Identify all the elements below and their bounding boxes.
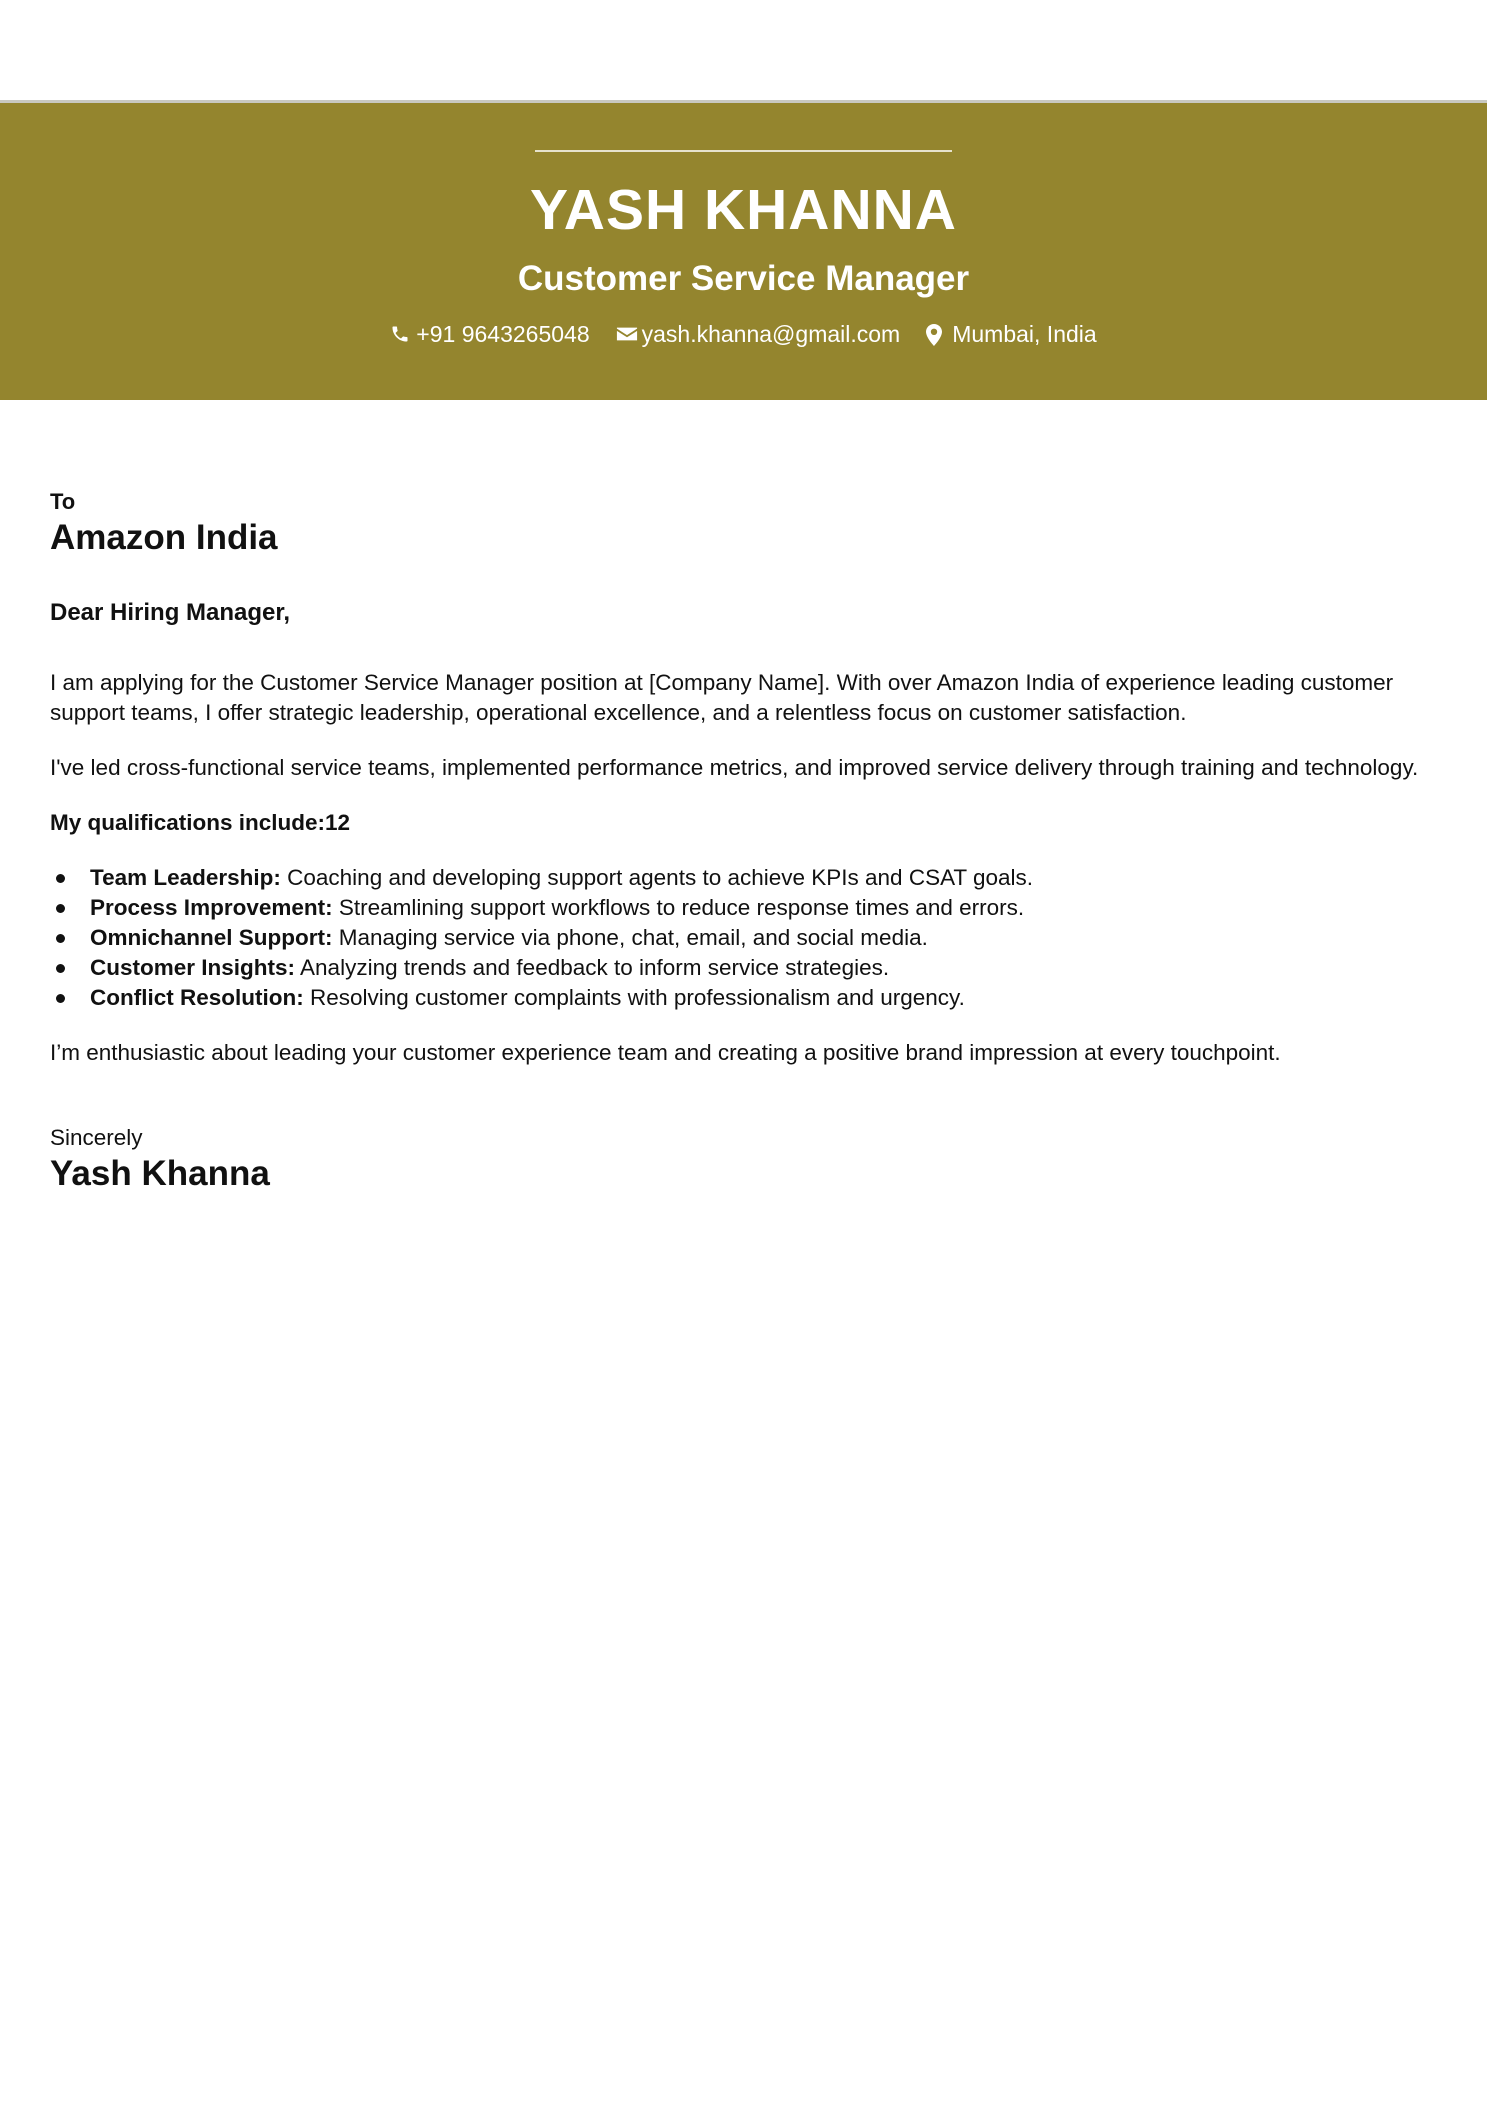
contact-email[interactable] bbox=[616, 319, 901, 349]
closing-paragraph: I’m enthusiastic about leading your customer experience team and creating a positive brand impression at every touchpoint. bbox=[50, 1040, 1281, 1065]
bullet-icon bbox=[56, 874, 65, 883]
phone-number: +91 9643265048 bbox=[416, 321, 590, 347]
header-divider bbox=[535, 150, 952, 152]
intro-paragraph: I am applying for the Customer Service Manager position at [Company Name]. With over Amazon India of experience leading customer support teams, I offer strategic leadership, operational excellence, and a relentless focus on customer satisfaction. bbox=[50, 670, 1394, 725]
bullet-icon bbox=[56, 934, 65, 943]
qualification-text: Analyzing trends and feedback to inform service strategies. bbox=[295, 955, 890, 980]
list-item bbox=[50, 953, 1450, 983]
qualification-title: Customer Insights: bbox=[90, 955, 296, 980]
email-address: yash.khanna@gmail.com bbox=[641, 321, 901, 347]
list-item bbox=[50, 923, 1450, 953]
recipient-company: Amazon India bbox=[50, 518, 278, 557]
envelope-icon bbox=[616, 324, 636, 344]
qualifications-heading: My qualifications include:12 bbox=[50, 810, 351, 835]
map-marker-icon bbox=[926, 324, 946, 344]
qualification-text: Streamlining support workflows to reduce response times and errors. bbox=[332, 895, 1025, 920]
experience-paragraph: I've led cross-functional service teams, implemented performance metrics, and improved service delivery through training and technology. bbox=[50, 755, 1419, 780]
closing-phrase: Sincerely bbox=[50, 1125, 143, 1150]
qualifications-list bbox=[50, 863, 1450, 1013]
qualification-title: Team Leadership: bbox=[90, 865, 281, 890]
salutation: Dear Hiring Manager, bbox=[50, 599, 291, 626]
location-text: Mumbai, India bbox=[952, 321, 1097, 347]
qualification-title: Conflict Resolution: bbox=[90, 985, 304, 1010]
list-item bbox=[50, 893, 1450, 923]
applicant-name: YASH KHANNA bbox=[530, 178, 957, 242]
qualification-text: Coaching and developing support agents to achieve KPIs and CSAT goals. bbox=[280, 865, 1034, 890]
list-item bbox=[50, 863, 1450, 893]
contact-phone[interactable] bbox=[390, 319, 589, 349]
qualification-title: Process Improvement: bbox=[90, 895, 333, 920]
qualification-text: Resolving customer complaints with professionalism and urgency. bbox=[303, 985, 965, 1010]
qualification-title: Omnichannel Support: bbox=[90, 925, 333, 950]
bullet-icon bbox=[56, 994, 65, 1003]
job-title: Customer Service Manager bbox=[517, 259, 970, 298]
list-item bbox=[50, 983, 1450, 1013]
letter-body bbox=[50, 488, 1450, 1195]
bullet-icon bbox=[56, 904, 65, 913]
contact-location bbox=[926, 319, 1096, 349]
signature-name: Yash Khanna bbox=[50, 1154, 270, 1193]
to-label: To bbox=[50, 489, 76, 514]
contact-info bbox=[0, 319, 1487, 349]
phone-icon bbox=[390, 324, 410, 344]
bullet-icon bbox=[56, 964, 65, 973]
header-banner bbox=[0, 100, 1487, 400]
qualification-text: Managing service via phone, chat, email, and social media. bbox=[332, 925, 928, 950]
